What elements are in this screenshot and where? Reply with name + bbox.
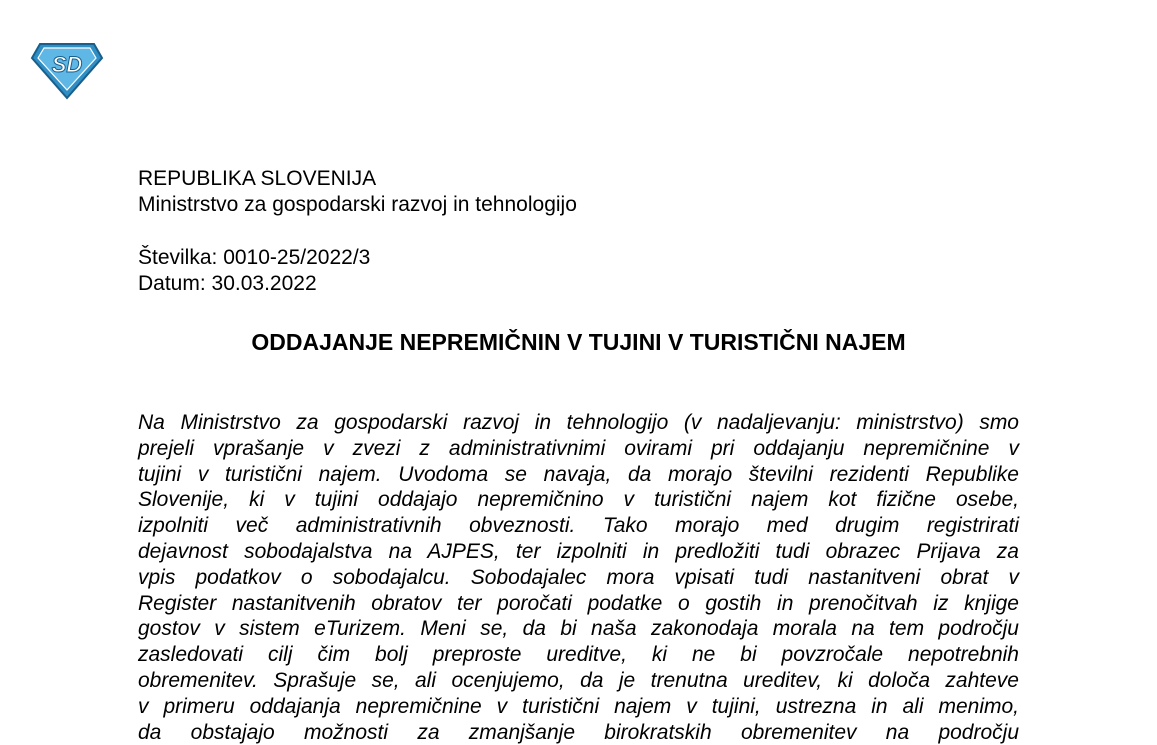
- sd-logo: [30, 40, 104, 100]
- document-meta: [138, 245, 370, 297]
- body-line: dejavnost sobodajalstva na AJPES, ter izpolniti in predložiti tudi obrazec Prijava za: [138, 539, 1019, 563]
- body-line: obremenitev. Sprašuje se, ali ocenjujemo, da je trenutna ureditev, ki določa zahteve: [138, 668, 1019, 692]
- body-line: izpolniti več administrativnih obveznosti. Tako morajo med drugim registrirati: [138, 514, 1019, 538]
- body-line: da obstajajo možnosti za zmanjšanje birokratskih obremenitev na področju: [138, 720, 1019, 744]
- sd-diamond-logo-icon: [30, 40, 104, 100]
- document-header: [138, 166, 577, 218]
- body-line: tujini v turistični najem. Uvodoma se navaja, da morajo številni rezidenti Republike: [138, 462, 1019, 486]
- body-line: v primeru oddajanja nepremičnine v turistični najem v tujini, ustrezna in ali menimo,: [138, 694, 1019, 718]
- body-paragraph: [138, 410, 1019, 745]
- body-line: prejeli vprašanje v zvezi z administrativnimi ovirami pri oddajanju nepremičnine v: [138, 436, 1019, 460]
- country-name: REPUBLIKA SLOVENIJA: [138, 167, 377, 190]
- document-title: ODDAJANJE NEPREMIČNIN V TUJINI V TURISTIČNI NAJEM: [251, 329, 906, 355]
- ministry-name: Ministrstvo za gospodarski razvoj in tehnologijo: [138, 193, 577, 216]
- logo-lettering: SD: [51, 52, 83, 77]
- body-line: zasledovati cilj čim bolj preproste ureditve, ki ne bi povzročale nepotrebnih: [138, 643, 1019, 667]
- document-date: Datum: 30.03.2022: [138, 272, 317, 295]
- body-line: vpis podatkov o sobodajalcu. Sobodajalec mora vpisati tudi nastanitveni obrat v: [138, 565, 1019, 589]
- body-line: Slovenije, ki v tujini oddajajo nepremičnino v turistični najem kot fizične osebe,: [138, 488, 1019, 512]
- body-line: Register nastanitvenih obratov ter poročati podatke o gostih in prenočitvah iz knjige: [138, 591, 1019, 615]
- body-line: gostov v sistem eTurizem. Meni se, da bi naša zakonodaja morala na tem področju: [138, 617, 1019, 641]
- body-line: Na Ministrstvo za gospodarski razvoj in tehnologijo (v nadaljevanju: ministrstvo) smo: [138, 411, 1019, 434]
- document-number: Številka: 0010-25/2022/3: [138, 246, 371, 269]
